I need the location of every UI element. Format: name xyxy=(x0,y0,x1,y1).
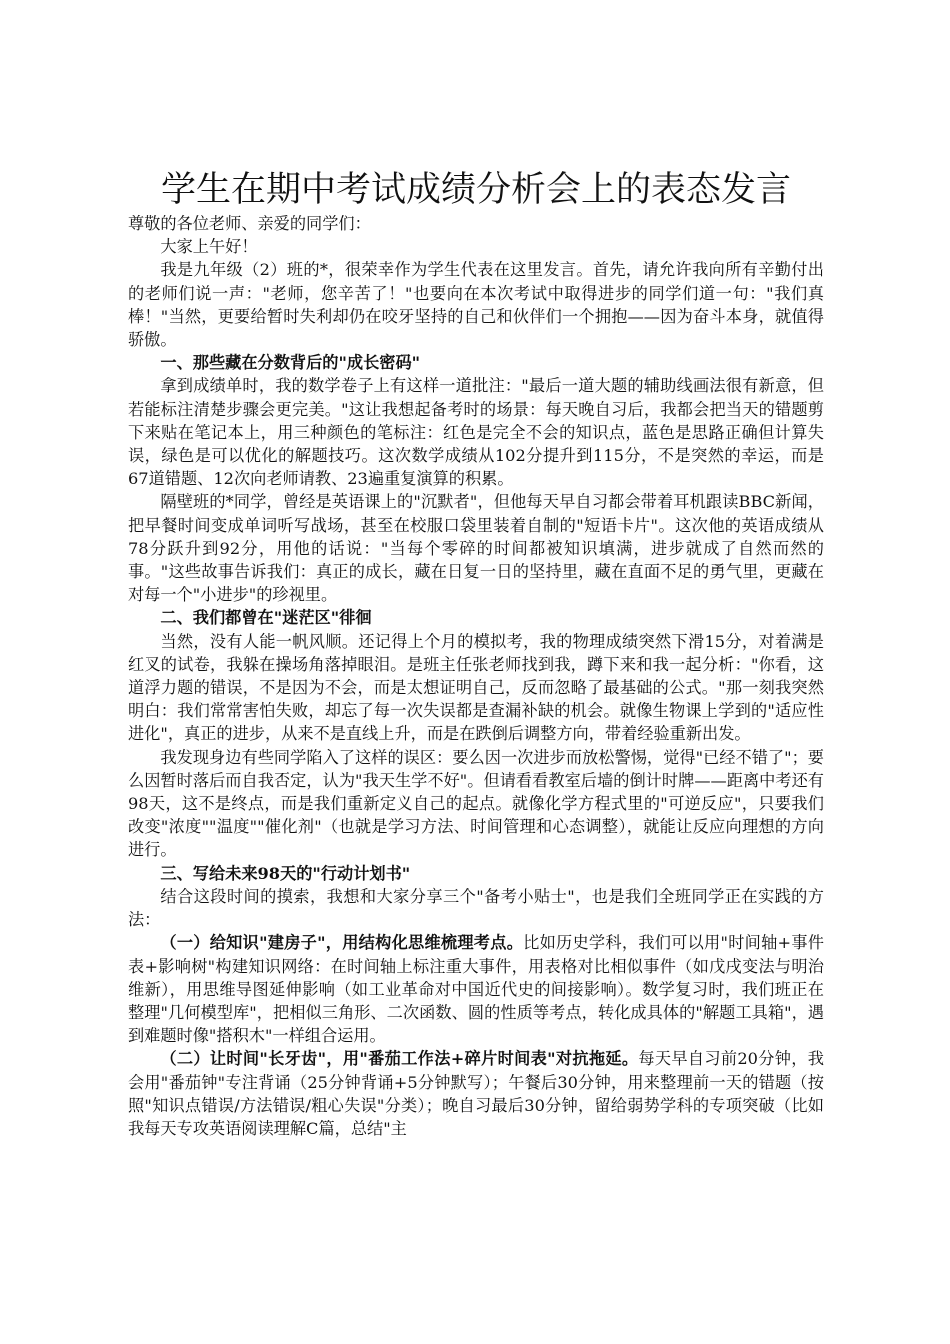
tip-1-lead: （一）给知识"建房子"，用结构化思维梳理考点。 xyxy=(160,933,524,953)
section-3-paragraph-1: 结合这段时间的摸索，我想和大家分享三个"备考小贴士"，也是我们全班同学正在实践的方法： xyxy=(128,886,824,930)
section-3-heading: 三、写给未来98天的"行动计划书" xyxy=(160,863,411,883)
section-1-paragraph-2: 隔壁班的*同学，曾经是英语课上的"沉默者"，但他每天早自习都会带着耳机跟读BBC新闻，把早餐时间变成单词听写战场，甚至在校服口袋里装着自制的"短语卡片"。这次他的英语成绩从78分跃升到92分，用他的话说："当每个零碎的时间都被知识填满，进步就成了自然而然的事。"这些故事告诉我们：真正的成长，藏在日复一日的坚持里，藏在直面不足的勇气里，更藏在对每一个"小进步"的珍视里。 xyxy=(128,492,824,605)
greeting: 大家上午好！ xyxy=(160,237,258,257)
document-page xyxy=(128,168,824,1140)
intro-paragraph: 我是九年级（2）班的*，很荣幸作为学生代表在这里发言。首先，请允许我向所有辛勤付出的老师们说一声："老师，您辛苦了！"也要向在本次考试中取得进步的同学们道一句："我们真棒！"当然，更要给暂时失利却仍在咬牙坚持的自己和伙伴们一个拥抱——因为奋斗本身，就值得骄傲。 xyxy=(128,260,824,350)
tip-1-paragraph xyxy=(128,931,824,1047)
section-2-heading: 二、我们都曾在"迷茫区"徘徊 xyxy=(160,608,372,628)
tip-2-paragraph xyxy=(128,1047,824,1140)
section-2-paragraph-1: 当然，没有人能一帆风顺。还记得上个月的模拟考，我的物理成绩突然下滑15分，对着满是红叉的试卷，我躲在操场角落掉眼泪。是班主任张老师找到我，蹲下来和我一起分析："你看，这道浮力题的错误，不是因为不会，而是太想证明自己，反而忽略了最基础的公式。"那一刻我突然明白：我们常常害怕失败，却忘了每一次失误都是查漏补缺的机会。就像生物课上学到的"适应性进化"，真正的进步，从来不是直线上升，而是在跌倒后调整方向，带着经验重新出发。 xyxy=(128,631,824,744)
section-1-paragraph-1: 拿到成绩单时，我的数学卷子上有这样一道批注："最后一道大题的辅助线画法很有新意，但若能标注清楚步骤会更完美。"这让我想起备考时的场景：每天晚自习后，我都会把当天的错题剪下来贴在笔记本上，用三种颜色的笔标注：红色是完全不会的知识点，蓝色是思路正确但计算失误，绿色是可以优化的解题技巧。这次数学成绩从102分提升到115分，不是突然的幸运，而是67道错题、12次向老师请教、23遍重复演算的积累。 xyxy=(128,376,824,489)
document-title: 学生在期中考试成绩分析会上的表态发言 xyxy=(160,170,791,210)
section-2-paragraph-2: 我发现身边有些同学陷入了这样的误区：要么因一次进步而放松警惕，觉得"已经不错了"；要么因暂时落后而自我否定，认为"我天生学不好"。但请看看教室后墙的倒计时牌——距离中考还有98天，这不是终点，而是我们重新定义自己的起点。就像化学方程式里的"可逆反应"，只要我们改变"浓度""温度""催化剂"（也就是学习方法、时间管理和心态调整），就能让反应向理想的方向进行。 xyxy=(128,747,824,860)
salutation: 尊敬的各位老师、亲爱的同学们： xyxy=(128,214,371,233)
tip-2-body: 每天早自习前20分钟，我会用"番茄钟"专注背诵（25分钟背诵+5分钟默写）；午餐后30分钟，用来整理前一天的错题（按照"知识点错误/方法错误/粗心失误"分类）；晚自习最后30分钟，留给弱势学科的专项突破（比如我每天专攻英语阅读理解C篇，总结"主 xyxy=(128,1049,824,1138)
section-1-heading: 一、那些藏在分数背后的"成长密码" xyxy=(160,353,421,373)
tip-2-lead: （二）让时间"长牙齿"，用"番茄工作法+碎片时间表"对抗拖延。 xyxy=(160,1049,639,1069)
tip-1-body: 比如历史学科，我们可以用"时间轴+事件表+影响树"构建知识网络：在时间轴上标注重大事件，用表格对比相似事件（如戊戌变法与明治维新），用思维导图延伸影响（如工业革命对中国近代史的间接影响）。数学复习时，我们班正在整理"几何模型库"，把相似三角形、二次函数、圆的性质等考点，转化成具体的"解题工具箱"，遇到难题时像"搭积木"一样组合运用。 xyxy=(128,933,824,1046)
